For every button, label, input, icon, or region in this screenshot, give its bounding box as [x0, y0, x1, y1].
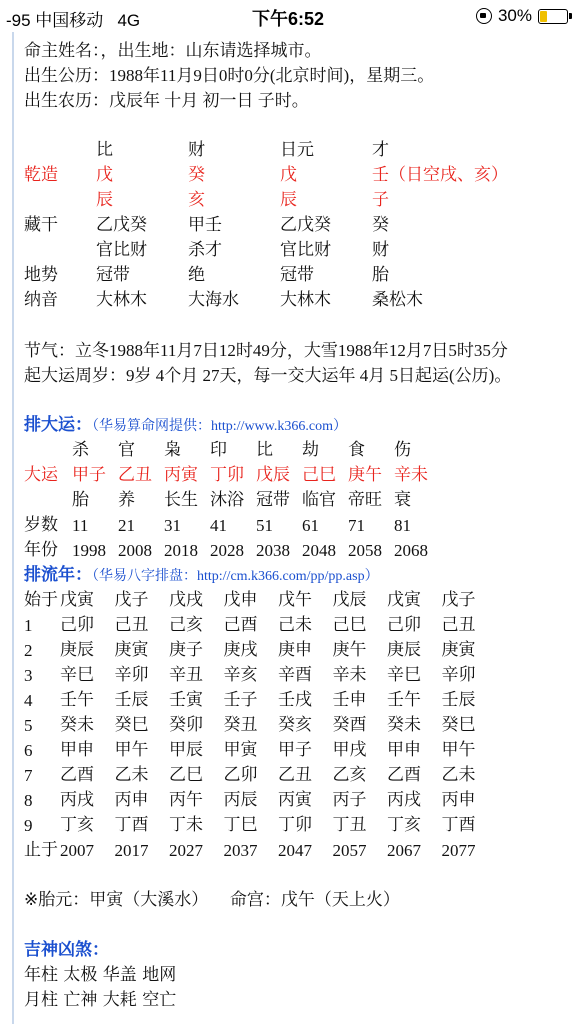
canggan-shishen-cell: 官比财	[280, 240, 331, 260]
jieqi-line: 节气：立冬1988年11月7日12时49分，大雪1988年12月7日5时35分	[24, 341, 508, 360]
liunian-cell: 庚子	[169, 640, 203, 660]
dayun-shishen-cell: 伤	[394, 440, 411, 460]
liunian-start-cell: 戊子	[114, 590, 149, 610]
shensha-title: 吉神凶煞：	[24, 940, 109, 960]
liunian-row-number: 6	[24, 741, 33, 760]
liunian-row-number: 9	[24, 816, 33, 835]
dayun-age-row	[24, 513, 564, 538]
liunian-start-cell: 戊寅	[60, 590, 94, 610]
dayun-changsheng-row	[24, 488, 564, 513]
liunian-cell: 癸未	[387, 715, 421, 735]
liunian-cell: 壬子	[223, 690, 258, 710]
minggong-text: 命宫：戊午（天上火）	[229, 890, 400, 910]
liunian-header	[24, 563, 564, 588]
liunian-end-cell: 2057	[332, 841, 367, 860]
liunian-cell: 甲午	[114, 740, 149, 760]
liunian-cell: 辛卯	[114, 665, 149, 685]
liunian-cell: 丙辰	[223, 790, 258, 810]
zhi-cell: 辰	[96, 190, 113, 210]
liunian-cell: 甲午	[441, 740, 476, 760]
liunian-cell: 乙卯	[223, 765, 258, 785]
dayun-header	[24, 413, 564, 438]
liunian-cell: 庚戌	[223, 640, 258, 660]
canggan-shishen-row	[24, 238, 564, 263]
shensha-yuezhu: 月柱 亡神 大耗 空亡	[24, 990, 177, 1010]
liunian-cell: 辛卯	[441, 665, 476, 685]
nayin-cell: 大林木	[280, 290, 331, 310]
gan-cell: 壬（日空戌、亥）	[372, 165, 508, 185]
dayun-age-cell: 11	[72, 516, 89, 535]
dayun-year-cell: 2038	[256, 541, 290, 560]
nayin-cell: 桑松木	[372, 290, 423, 310]
dayun-changsheng-cell: 帝旺	[348, 490, 382, 510]
dayun-age-cell: 51	[256, 516, 273, 535]
dayun-pillar-row	[24, 463, 564, 488]
liunian-row-number: 2	[24, 641, 33, 660]
liunian-cell: 丁亥	[387, 815, 421, 835]
liunian-title: 排流年：	[24, 565, 92, 585]
liunian-cell: 乙未	[114, 765, 149, 785]
liunian-cell: 丙戌	[60, 790, 94, 810]
dayun-shishen-cell: 枭	[164, 440, 181, 460]
liunian-end-cell: 2047	[278, 841, 312, 860]
canggan-shishen-cell: 财	[372, 240, 389, 260]
liunian-cell: 丁未	[169, 815, 203, 835]
network-label: 4G	[117, 11, 141, 30]
dayun-changsheng-cell: 沐浴	[210, 490, 244, 510]
liunian-cell: 癸丑	[223, 715, 258, 735]
qianzao-row	[24, 163, 564, 188]
row-label: 年份	[24, 540, 58, 560]
liunian-cell: 甲申	[387, 740, 421, 760]
liunian-cell: 己卯	[387, 615, 421, 635]
liunian-row	[24, 813, 564, 838]
canggan-cell: 乙戊癸	[280, 215, 331, 235]
dayun-age-cell: 41	[210, 516, 227, 535]
liunian-cell: 丁亥	[60, 815, 94, 835]
dayun-year-cell: 2008	[118, 541, 152, 560]
liunian-row-number: 5	[24, 716, 33, 735]
status-icons	[476, 6, 568, 26]
dayun-shishen-cell: 官	[118, 440, 135, 460]
row-label: 乾造	[24, 165, 58, 185]
dayun-changsheng-cell: 冠带	[256, 490, 290, 510]
shishen-cell: 比	[96, 140, 113, 160]
dayun-year-cell: 2028	[210, 541, 244, 560]
liunian-row	[24, 713, 564, 738]
canggan-row	[24, 213, 564, 238]
row-label: 大运	[24, 465, 58, 485]
liunian-cell: 乙巳	[169, 765, 203, 785]
dayun-year-cell: 2048	[302, 541, 336, 560]
liunian-cell: 丁丑	[332, 815, 367, 835]
liunian-cell: 乙酉	[60, 765, 94, 785]
shishen-cell: 才	[372, 140, 389, 160]
dayun-pillar-cell: 己巳	[302, 465, 336, 485]
solar-birth-line: 出生公历：1988年11月9日0时0分(北京时间)，星期三。	[24, 66, 435, 85]
dishi-cell: 胎	[372, 265, 389, 285]
liunian-cell: 丙寅	[278, 790, 312, 810]
taiyuan-line	[24, 888, 564, 913]
liunian-cell: 癸巳	[441, 715, 476, 735]
liunian-cell: 己亥	[169, 615, 203, 635]
dayun-pillar-cell: 戊辰	[256, 465, 290, 485]
liunian-row-number: 3	[24, 666, 33, 685]
liunian-cell: 己未	[278, 615, 312, 635]
liunian-cell: 辛未	[332, 665, 367, 685]
liunian-cell: 己巳	[332, 615, 367, 635]
dayun-pillar-cell: 丁卯	[210, 465, 244, 485]
canggan-shishen-cell: 杀才	[188, 240, 222, 260]
liunian-cell: 癸酉	[332, 715, 367, 735]
dayun-shishen-cell: 印	[210, 440, 227, 460]
dayun-age-cell: 21	[118, 516, 135, 535]
shensha-nianzhu: 年柱 太极 华盖 地网	[24, 965, 177, 985]
dayun-pillar-cell: 庚午	[348, 465, 382, 485]
bazi-report	[24, 38, 564, 1013]
liunian-cell: 辛丑	[169, 665, 203, 685]
row-label: 藏干	[24, 215, 58, 235]
liunian-rows	[24, 613, 564, 838]
zhi-cell: 子	[372, 190, 389, 210]
liunian-cell: 壬申	[332, 690, 367, 710]
liunian-end-cell: 2067	[387, 841, 421, 860]
liunian-row	[24, 663, 564, 688]
liunian-cell: 丙申	[441, 790, 476, 810]
dayun-pillar-cell: 甲子	[72, 465, 106, 485]
lunar-birth-line: 出生农历：戊辰年 十月 初一日 子时。	[24, 91, 309, 110]
orientation-lock-icon	[476, 8, 492, 24]
liunian-cell: 壬午	[387, 690, 421, 710]
liunian-row	[24, 763, 564, 788]
gan-cell: 癸	[188, 165, 205, 185]
liunian-cell: 癸巳	[114, 715, 149, 735]
zhi-row	[24, 188, 564, 213]
canggan-cell: 癸	[372, 215, 389, 235]
dayun-shishen-cell: 食	[348, 440, 365, 460]
dayun-pillar-cell: 辛未	[394, 465, 428, 485]
canggan-cell: 甲壬	[188, 215, 222, 235]
gan-cell: 戊	[96, 165, 113, 185]
liunian-row	[24, 738, 564, 763]
liunian-cell: 癸卯	[169, 715, 203, 735]
liunian-cell: 甲子	[278, 740, 312, 760]
liunian-cell: 庚申	[278, 640, 312, 660]
left-border	[12, 32, 14, 1024]
liunian-cell: 丙子	[332, 790, 367, 810]
dayun-changsheng-cell: 养	[118, 490, 135, 510]
dayun-provider-link[interactable]: （华易算命网提供：http://www.k366.com）	[92, 419, 347, 434]
liunian-row	[24, 688, 564, 713]
taiyuan-text: ※胎元：甲寅（大溪水）	[24, 890, 209, 910]
liunian-cell: 癸亥	[278, 715, 312, 735]
liunian-cell: 甲戌	[332, 740, 367, 760]
shishen-cell: 日元	[280, 140, 314, 160]
liunian-cell: 丙申	[114, 790, 149, 810]
liunian-end-cell: 2017	[114, 841, 149, 860]
zhi-cell: 亥	[188, 190, 205, 210]
liunian-cell: 乙亥	[332, 765, 367, 785]
dayun-year-cell: 1998	[72, 541, 106, 560]
liunian-cell: 庚寅	[114, 640, 149, 660]
dayun-age-cell: 61	[302, 516, 319, 535]
liunian-cell: 甲辰	[169, 740, 203, 760]
dayun-shishen-cell: 劫	[302, 440, 319, 460]
liunian-end-row	[24, 838, 564, 863]
liunian-cell: 己丑	[114, 615, 149, 635]
liunian-cell: 壬寅	[169, 690, 203, 710]
dayun-year-cell: 2018	[164, 541, 198, 560]
liunian-cell: 甲申	[60, 740, 94, 760]
nayin-row	[24, 288, 564, 313]
dayun-shishen-cell: 杀	[72, 440, 89, 460]
liunian-cell: 己酉	[223, 615, 258, 635]
shishen-cell: 财	[188, 140, 205, 160]
liunian-start-cell: 戊午	[278, 590, 312, 610]
dayun-year-row	[24, 538, 564, 563]
dayun-year-cell: 2068	[394, 541, 428, 560]
dayun-shishen-row	[24, 438, 564, 463]
dayun-changsheng-cell: 长生	[164, 490, 198, 510]
liunian-cell: 己卯	[60, 615, 94, 635]
liunian-cell: 丁巳	[223, 815, 258, 835]
liunian-cell: 乙酉	[387, 765, 421, 785]
row-label: 纳音	[24, 290, 58, 310]
row-label: 止于	[24, 840, 58, 860]
dayun-changsheng-cell: 胎	[72, 490, 89, 510]
liunian-row	[24, 788, 564, 813]
liunian-cell: 庚辰	[387, 640, 421, 660]
liunian-start-cell: 戊寅	[387, 590, 421, 610]
liunian-cell: 庚午	[332, 640, 367, 660]
liunian-row-number: 8	[24, 791, 33, 810]
liunian-start-row	[24, 588, 564, 613]
liunian-provider-link[interactable]: （华易八字排盘：http://cm.k366.com/pp/pp.asp）	[92, 569, 379, 584]
dayun-age-cell: 81	[394, 516, 411, 535]
liunian-cell: 庚寅	[441, 640, 476, 660]
liunian-cell: 乙未	[441, 765, 476, 785]
dayun-changsheng-cell: 衰	[394, 490, 411, 510]
row-label: 始于	[24, 590, 58, 610]
liunian-cell: 庚辰	[60, 640, 94, 660]
dayun-pillar-cell: 丙寅	[164, 465, 198, 485]
gan-cell: 戊	[280, 165, 297, 185]
liunian-row	[24, 613, 564, 638]
liunian-cell: 壬辰	[114, 690, 149, 710]
dishi-cell: 绝	[188, 265, 205, 285]
liunian-cell: 丙午	[169, 790, 203, 810]
dayun-changsheng-cell: 临官	[302, 490, 336, 510]
canggan-cell: 乙戊癸	[96, 215, 147, 235]
dishi-cell: 冠带	[280, 265, 314, 285]
dayun-year-cell: 2058	[348, 541, 382, 560]
status-bar	[0, 0, 576, 32]
liunian-row	[24, 638, 564, 663]
dayun-age-cell: 31	[164, 516, 181, 535]
dayun-title: 排大运：	[24, 415, 92, 435]
liunian-cell: 丁酉	[114, 815, 149, 835]
liunian-cell: 辛亥	[223, 665, 258, 685]
nayin-cell: 大海水	[188, 290, 239, 310]
dishi-cell: 冠带	[96, 265, 130, 285]
carrier-label: -95 中国移动	[6, 11, 104, 30]
liunian-cell: 丁酉	[441, 815, 476, 835]
liunian-row-number: 7	[24, 766, 33, 785]
liunian-cell: 丁卯	[278, 815, 312, 835]
row-label: 岁数	[24, 515, 58, 535]
liunian-end-cell: 2007	[60, 841, 94, 860]
clock: 下午6:52	[251, 9, 325, 29]
liunian-cell: 丙戌	[387, 790, 421, 810]
nayin-cell: 大林木	[96, 290, 147, 310]
liunian-cell: 甲寅	[223, 740, 258, 760]
dishi-row	[24, 263, 564, 288]
liunian-cell: 己丑	[441, 615, 476, 635]
liunian-cell: 辛酉	[278, 665, 312, 685]
liunian-cell: 辛巳	[60, 665, 94, 685]
liunian-cell: 壬戌	[278, 690, 312, 710]
liunian-start-cell: 戊子	[441, 590, 476, 610]
liunian-start-cell: 戊辰	[332, 590, 367, 610]
qiyun-line: 起大运周岁：9岁 4个月 27天，每一交大运年 4月 5日起运(公历)。	[24, 366, 512, 385]
zhi-cell: 辰	[280, 190, 297, 210]
liunian-cell: 壬午	[60, 690, 94, 710]
dayun-shishen-cell: 比	[256, 440, 273, 460]
liunian-end-cell: 2037	[223, 841, 258, 860]
battery-percent: 30%	[497, 6, 532, 25]
liunian-start-cell: 戊戌	[169, 590, 203, 610]
dayun-pillar-cell: 乙丑	[118, 465, 152, 485]
liunian-cell: 癸未	[60, 715, 94, 735]
battery-fill	[540, 11, 547, 22]
liunian-end-cell: 2027	[169, 841, 203, 860]
name-line: 命主姓名：，出生地：山东请选择城市。	[24, 41, 322, 60]
liunian-row-number: 4	[24, 691, 33, 710]
liunian-end-cell: 2077	[441, 841, 476, 860]
liunian-row-number: 1	[24, 616, 33, 635]
battery-icon	[538, 9, 568, 24]
battery-cap	[569, 13, 572, 19]
liunian-cell: 辛巳	[387, 665, 421, 685]
liunian-cell: 壬辰	[441, 690, 476, 710]
dayun-age-cell: 71	[348, 516, 365, 535]
shishen-row	[24, 138, 564, 163]
canggan-shishen-cell: 官比财	[96, 240, 147, 260]
liunian-cell: 乙丑	[278, 765, 312, 785]
liunian-start-cell: 戊申	[223, 590, 258, 610]
row-label: 地势	[24, 265, 58, 285]
